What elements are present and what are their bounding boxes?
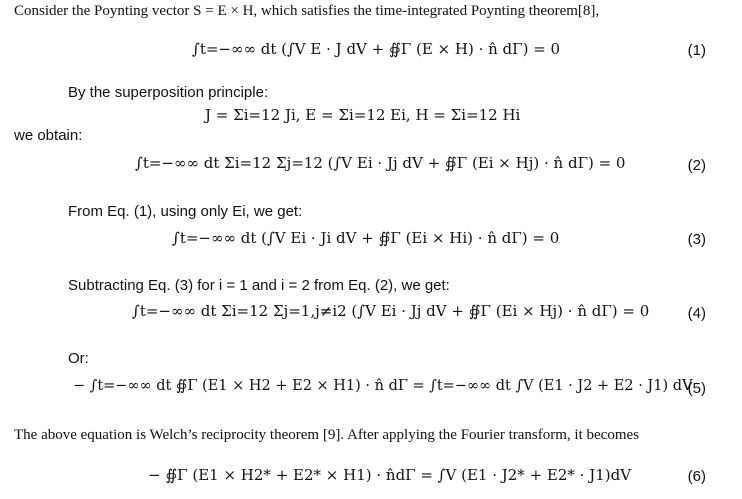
welch-text: The above equation is Welch’s reciprocity theorem [9]. After applying the Fourier transform, it becomes [14, 427, 639, 443]
subtracting-text: Subtracting Eq. (3) for i = 1 and i = 2 from Eq. (2), we get: [68, 277, 450, 294]
equation-1-number: (1) [687, 42, 706, 59]
intro-text: Consider the Poynting vector S = E × H, which satisfies the time-integrated Poynting theorem[8], [14, 3, 600, 19]
superposition-label: By the superposition principle: [68, 84, 269, 101]
equation-5-number: (5) [687, 380, 706, 397]
equation-2: ∫t=−∞∞ dt Σi=12 Σj=12 (∫V Ei · Jj dV + ∯Γ (Ei × Hj) · n̂ dΓ) = 0 [135, 154, 626, 172]
equation-5: − ∫t=−∞∞ dt ∯Γ (E1 × H2 + E2 × H1) · n̂ dΓ = ∫t=−∞∞ dt ∫V (E1 · J2 + E2 · J1) dV [73, 378, 693, 394]
equation-3: ∫t=−∞∞ dt (∫V Ei · Ji dV + ∯Γ (Ei × Hi) · n̂ dΓ) = 0 [172, 229, 560, 247]
equation-4: ∫t=−∞∞ dt Σi=12 Σj=1,j≠i2 (∫V Ei · Jj dV + ∯Γ (Ei × Hj) · n̂ dΓ) = 0 [132, 302, 650, 320]
superposition-equation: J = Σi=12 Ji, E = Σi=12 Ei, H = Σi=12 Hi [205, 106, 521, 124]
equation-1: ∫t=−∞∞ dt (∫V E · J dV + ∯Γ (E × H) · n̂ dΓ) = 0 [192, 40, 561, 58]
from-eq1-text: From Eq. (1), using only Ei, we get: [68, 203, 303, 220]
equation-6-number: (6) [687, 468, 706, 485]
obtain-label: we obtain: [14, 127, 83, 144]
equation-3-number: (3) [687, 231, 706, 248]
or-label: Or: [68, 350, 89, 367]
equation-6: − ∯Γ (E1 × H2* + E2* × H1) · n̂dΓ = ∫V (E1 · J2* + E2* · J1)dV [148, 466, 632, 484]
equation-4-number: (4) [687, 305, 706, 322]
equation-2-number: (2) [687, 157, 706, 174]
